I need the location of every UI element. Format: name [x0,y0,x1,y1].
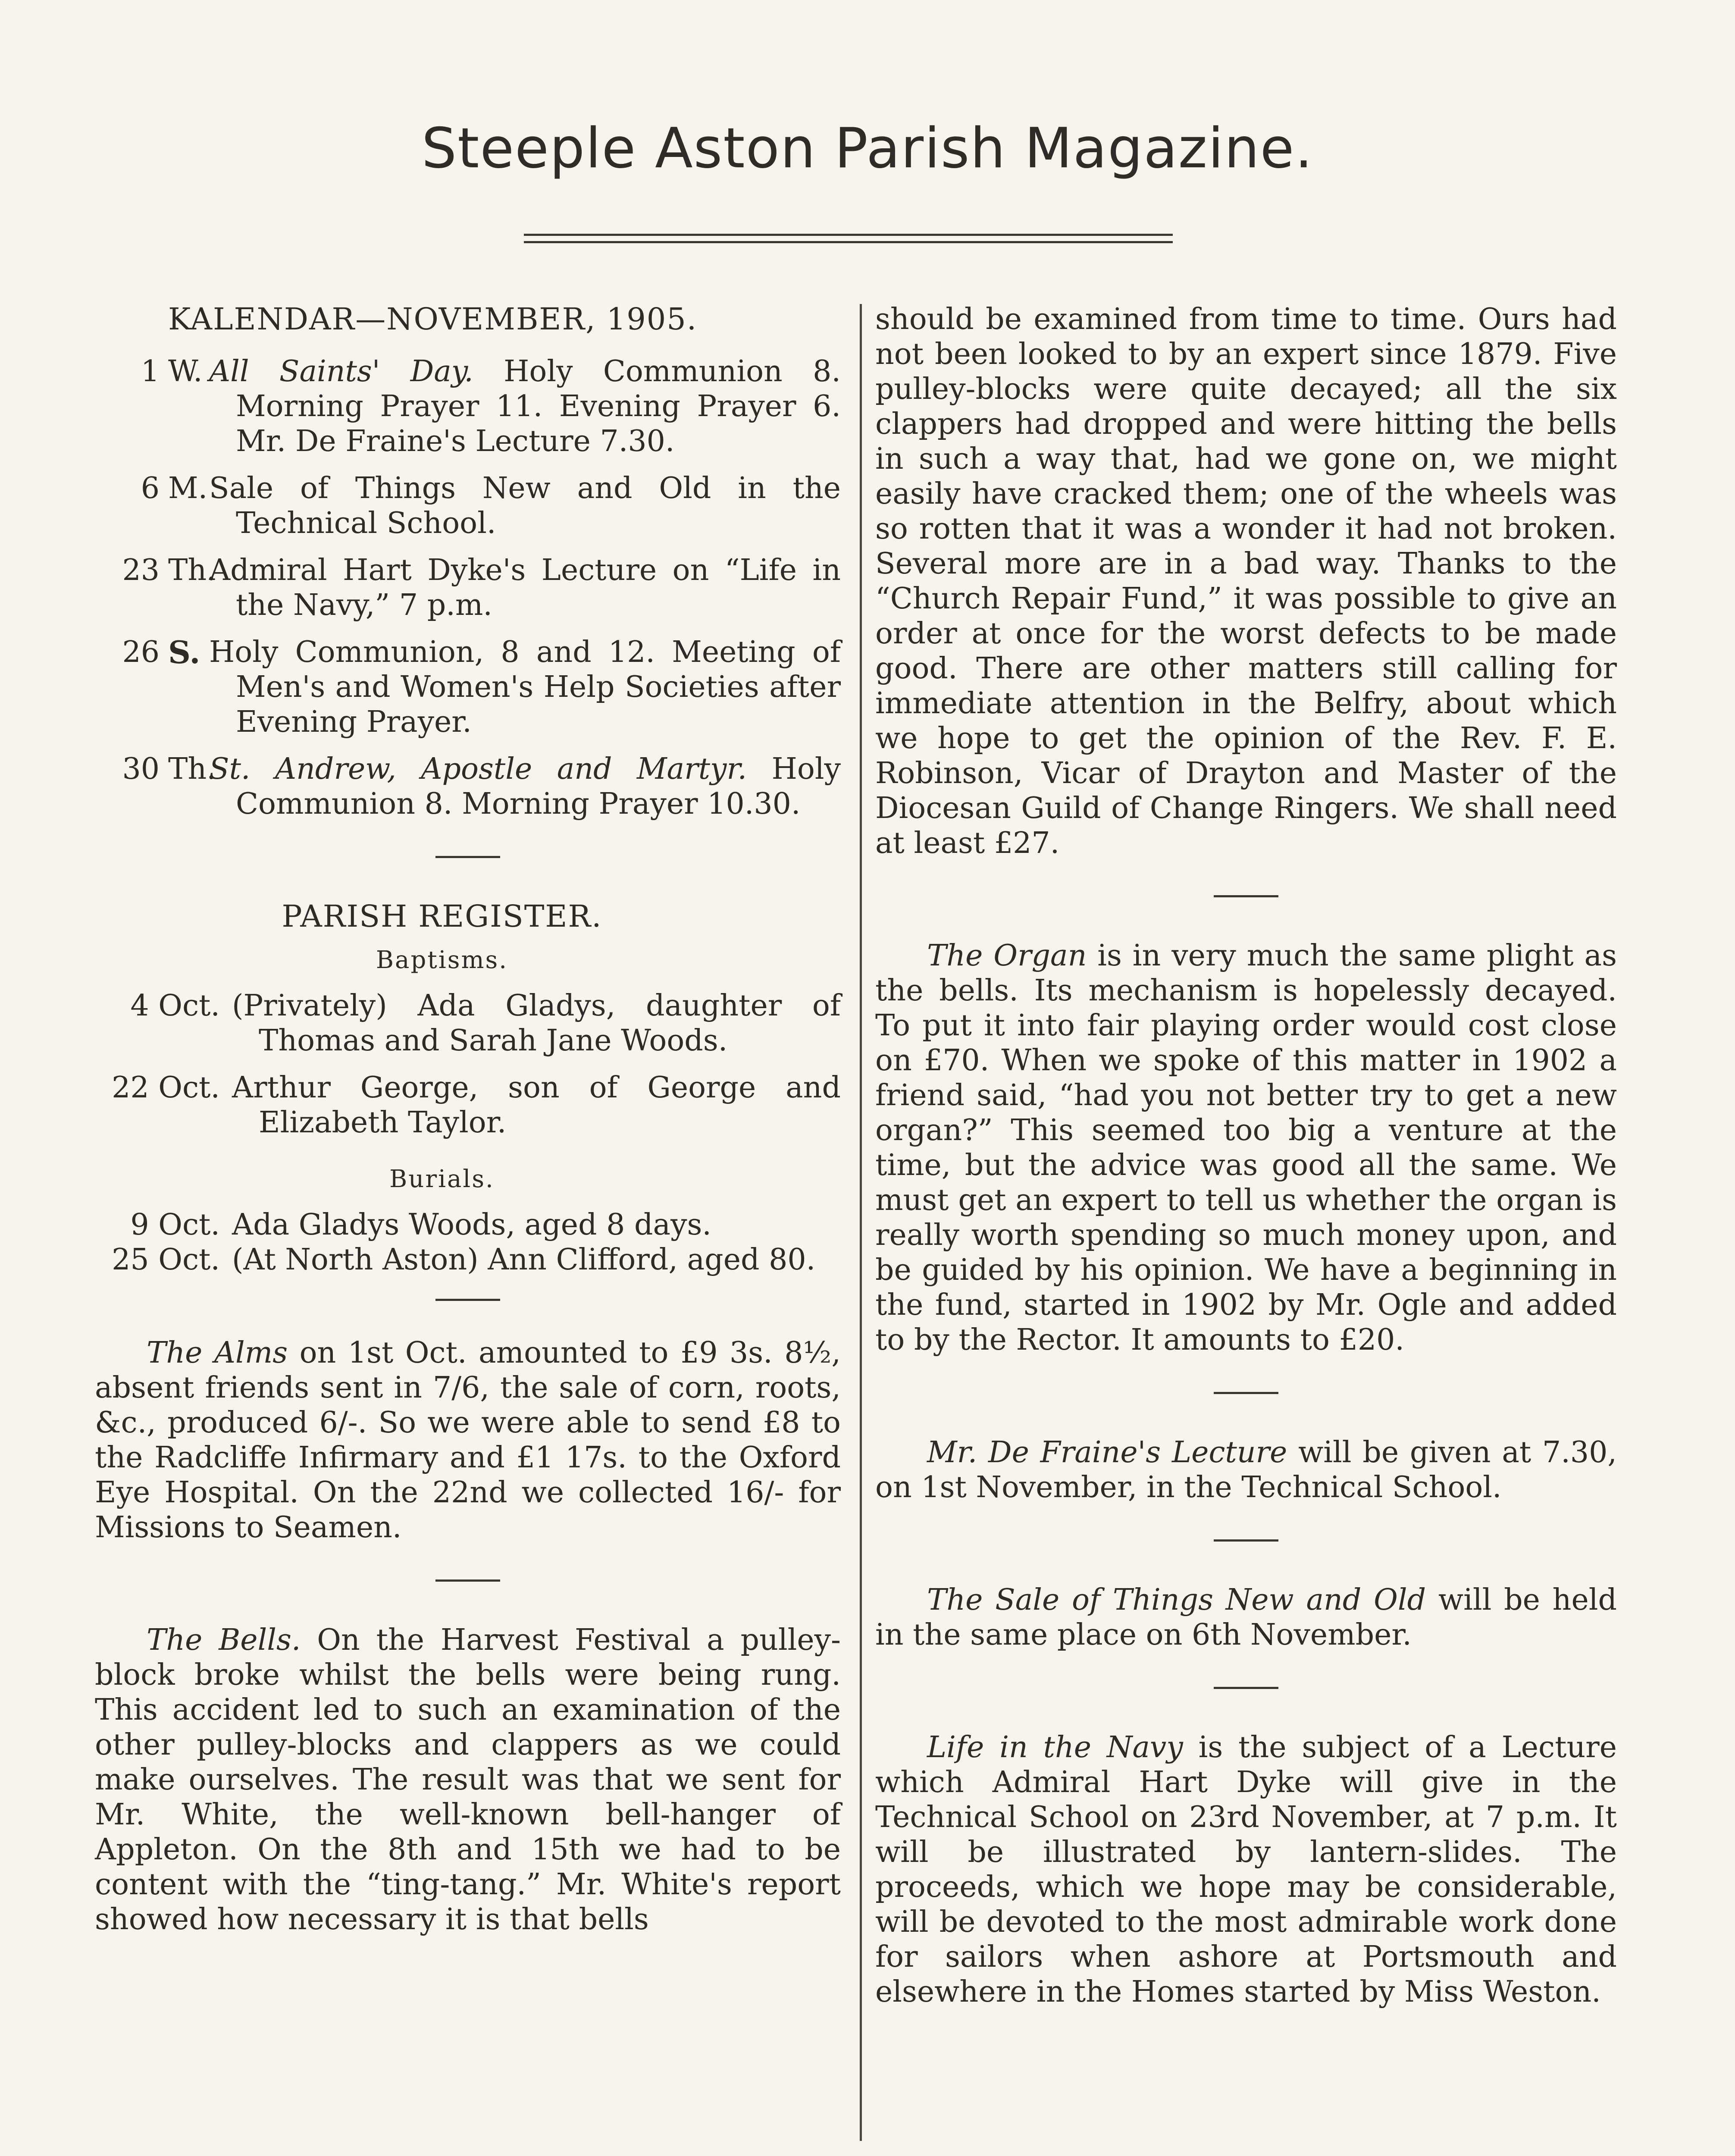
burials-heading: Burials. [389,1165,495,1193]
section-separator [1214,1687,1278,1689]
kalendar-feast: All Saints' Day. [209,354,473,389]
column-divider [860,304,862,2141]
bells-title: The Bells. [147,1623,301,1657]
section-separator [1214,895,1278,897]
kalendar-detail: Holy Communion 8. Morning Prayer 11. Evening Prayer 6. Mr. De Fraine's Lecture 7.30. [236,354,841,458]
kalendar-entry [95,553,841,623]
navy-paragraph [875,1730,1617,2009]
kalendar-entry [95,354,841,459]
bells-continued: should be examined from time to time. Ours had not been looked to by an expert since 1879. Five pulley-blocks were quite decayed; all the six clappers had dropped and were hitting the bells in such a way that, had we gone on, we might easily have cracked them; one of the wheels was so rotten that it was a wonder it had not broken. Several more are in a bad way. Thanks to the “Church Repair Fund,” it was possible to give an order at once for the worst defects to be made good. There are other matters still calling for immediate attention in the Belfry, about which we hope to get the opinion of the Rev. F. E. Robinson, Vicar of Drayton and Master of the Diocesan Guild of Change Ringers. We shall need at least £27. [875,302,1617,860]
kalendar-entry [95,752,841,821]
alms-paragraph [95,1335,841,1545]
lecture-text: will be given at 7.30, on 1st November, in the Technical School. [875,1435,1617,1504]
kalendar-date: 23 [122,553,160,587]
section-separator [435,856,500,858]
register-heading: PARISH REGISTER. [282,899,602,934]
alms-title: The Alms [147,1336,288,1370]
kalendar-heading: KALENDAR—NOVEMBER, 1905. [168,301,698,337]
register-entry [95,1070,841,1140]
register-text: (At North Aston) Ann Clifford, aged 80. [232,1243,816,1277]
register-date: 22 Oct. [112,1071,220,1105]
register-date: 9 Oct. [130,1208,220,1242]
left-column [95,302,841,1937]
section-separator [435,1299,500,1301]
register-text: Arthur George, son of George and Elizabeth Taylor. [232,1071,841,1140]
sale-text: will be held in the same place on 6th November. [875,1583,1617,1652]
section-separator [1214,1539,1278,1542]
right-column [875,302,1617,2009]
magazine-title: Steeple Aston Parish Magazine. [421,116,1314,181]
organ-text: is in very much the same plight as the bells. Its mechanism is hopelessly decayed. To put it into fair playing order would cost close on £70. When we spoke of this matter in 1902 a friend said, “had you not better try to get a new organ?” This seemed too big a venture at the time, but the advice was good all the same. We must get an expert to tell us whether the organ is really worth spending so much money upon, and be guided by his opinion. We have a beginning in the fund, started in 1902 by Mr. Ogle and added to by the Rector. It amounts to £20. [875,939,1617,1357]
kalendar-entry [95,635,841,740]
navy-text: is the subject of a Lecture which Admiral Hart Dyke will give in the Technical School on 23rd November, at 7 p.m. It will be illustrated by lantern-slides. The proceeds, which we hope may be considerable, will be devoted to the most admirable work done for sailors when ashore at Portsmouth and elsewhere in the Homes started by Miss Weston. [875,1730,1617,2009]
register-date: 25 Oct. [112,1243,220,1277]
kalendar-date: 6 [141,471,160,505]
register-entry [95,1207,841,1242]
kalendar-day: Th. [168,752,216,786]
register-text: (Privately) Ada Gladys, daughter of Thomas and Sarah Jane Woods. [232,989,841,1058]
kalendar-day: W. [168,354,203,389]
kalendar-day: Th. [168,553,216,587]
register-date: 4 Oct. [130,989,220,1023]
register-text: Ada Gladys Woods, aged 8 days. [232,1208,712,1242]
kalendar-date: 26 [122,635,160,669]
kalendar-entry [95,471,841,541]
section-separator [1214,1392,1278,1394]
kalendar-date: 1 [141,354,160,389]
kalendar-day: M. [168,471,208,505]
register-entry [95,988,841,1058]
register-entry [95,1242,841,1277]
kalendar-detail: Admiral Hart Dyke's Lecture on “Life in the Navy,” 7 p.m. [209,553,841,622]
organ-paragraph [875,938,1617,1357]
organ-title: The Organ [927,939,1087,973]
kalendar-day: S. [168,634,200,671]
kalendar-text [209,354,841,459]
title-double-rule [524,234,1173,243]
lecture-title: Mr. De Fraine's Lecture [927,1435,1287,1470]
kalendar-detail: Sale of Things New and Old in the Technical School. [209,471,841,540]
baptisms-heading: Baptisms. [376,946,508,974]
kalendar-date: 30 [122,752,160,786]
lecture-paragraph [875,1435,1617,1505]
navy-title: Life in the Navy [927,1730,1183,1764]
kalendar-text [209,752,841,821]
sale-title: The Sale of Things New and Old [927,1583,1426,1617]
section-separator [435,1579,500,1582]
kalendar-detail: Holy Communion 8. Morning Prayer 10.30. [236,752,841,821]
bells-text: On the Harvest Festival a pulley-block broke whilst the bells were being rung. This accident led to such an examination of the other pulley-blocks and clappers as we could make ourselves. The result was that we sent for Mr. White, the well-known bell-hanger of Appleton. On the 8th and 15th we had to be content with the “ting-tang.” Mr. White's report showed how necessary it is that bells [95,1623,841,1937]
bells-paragraph [95,1623,841,1937]
sale-paragraph [875,1583,1617,1652]
alms-text: on 1st Oct. amounted to £9 3s. 8½, absent friends sent in 7/6, the sale of corn, roots, &c., produced 6/-. So we were able to send £8 to the Radcliffe Infirmary and £1 17s. to the Oxford Eye Hospital. On the 22nd we collected 16/- for Missions to Seamen. [95,1336,841,1545]
kalendar-detail: Holy Communion, 8 and 12. Meeting of Men's and Women's Help Societies after Evening Prayer. [209,635,841,739]
kalendar-feast: St. Andrew, Apostle and Martyr. [209,752,747,786]
